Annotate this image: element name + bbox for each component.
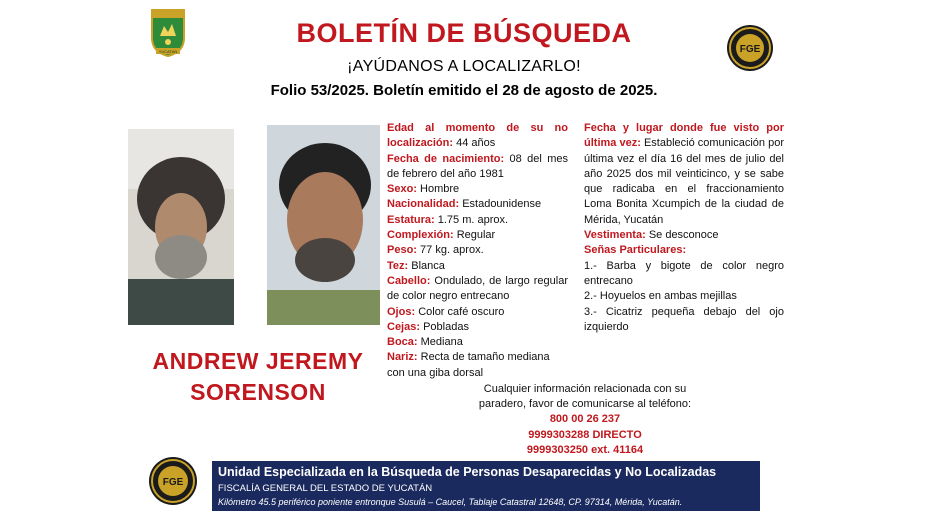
senas-label: Señas Particulares: xyxy=(584,244,687,257)
detail-estatura: Estatura: 1.75 m. aprox. xyxy=(387,213,509,226)
person-name xyxy=(118,346,398,408)
person-name-line-1: ANDREW JEREMY xyxy=(152,348,364,374)
phone-number[interactable]: 9999303288 DIRECTO xyxy=(528,428,642,441)
detail-complexion: Complexión: Regular xyxy=(387,229,496,242)
detail-nariz: Nariz: Recta de tamaño mediana con una giba dorsal xyxy=(387,351,550,379)
detail-cejas: Cejas: Pobladas xyxy=(387,320,469,333)
detail-edad: Edad al momento de su no localización: 44 años xyxy=(387,122,568,150)
fge-footer-seal-logo xyxy=(148,456,198,506)
contact-line-2: paradero, favor de comunicarse al teléfono: xyxy=(478,398,692,411)
footer-logo-text: FGE xyxy=(162,477,184,488)
bulletin-title: BOLETÍN DE BÚSQUEDA xyxy=(296,18,632,48)
detail-peso: Peso: 77 kg. aprox. xyxy=(387,244,484,257)
detail-nacimiento: Fecha de nacimiento: 08 del mes de febrero del año 1981 xyxy=(387,152,568,180)
footer-unit-name: Unidad Especializada en la Búsqueda de Personas Desaparecidas y No Localizadas xyxy=(218,465,717,479)
physical-details xyxy=(387,121,568,381)
contact-info xyxy=(475,382,695,458)
phone-number[interactable]: 800 00 26 237 xyxy=(549,413,621,426)
detail-tez: Tez: Blanca xyxy=(387,259,445,272)
person-name-line-2: SORENSON xyxy=(190,379,326,405)
detail-cabello: Cabello: Ondulado, de largo regular de color negro entrecano xyxy=(387,274,568,303)
detail-boca: Boca: Mediana xyxy=(387,336,463,349)
bulletin-subtitle: ¡AYÚDANOS A LOCALIZARLO! xyxy=(347,58,581,75)
footer-address: Kilómetro 45.5 periférico poniente entronque Susulá – Caucel, Tablaje Catastral 12648, CP. 97314, Mérida, Yucatán. xyxy=(218,497,683,507)
phone-number[interactable]: 9999303250 ext. 41164 xyxy=(526,443,644,456)
footer-agency-name: FISCALÍA GENERAL DEL ESTADO DE YUCATÁN xyxy=(218,483,433,494)
person-photo-2 xyxy=(267,125,380,325)
detail-sexo: Sexo: Hombre xyxy=(387,183,460,196)
sena-item: 1.- Barba y bigote de color negro entrecano xyxy=(584,259,784,287)
circumstances xyxy=(584,121,784,335)
sena-item: 2.- Hoyuelos en ambas mejillas xyxy=(584,290,737,303)
detail-ojos: Ojos: Color café oscuro xyxy=(387,305,505,318)
folio-line: Folio 53/2025. Boletín emitido el 28 de agosto de 2025. xyxy=(270,82,658,99)
footer-banner xyxy=(212,461,760,511)
contact-line-1: Cualquier información relacionada con su xyxy=(483,383,687,395)
vestimenta: Vestimenta: Se desconoce xyxy=(584,229,719,242)
person-photo-1 xyxy=(128,129,234,325)
logo-left-text: YUCATAN xyxy=(158,49,178,54)
logo-right-text: FGE xyxy=(739,44,761,55)
detail-nacionalidad: Nacionalidad: Estadounidense xyxy=(387,198,542,211)
last-seen: Fecha y lugar donde fue visto por última vez: Estableció comunicación por última vez el día 16 del mes de julio del año 2025 dos mil veinticinco, y se sabe que radicaba en el fraccionamiento Loma Bonita Xcumpich de la ciudad de Mérida, Yucatán xyxy=(584,122,784,226)
sena-item: 3.- Cicatriz pequeña debajo del ojo izquierdo xyxy=(584,305,784,333)
